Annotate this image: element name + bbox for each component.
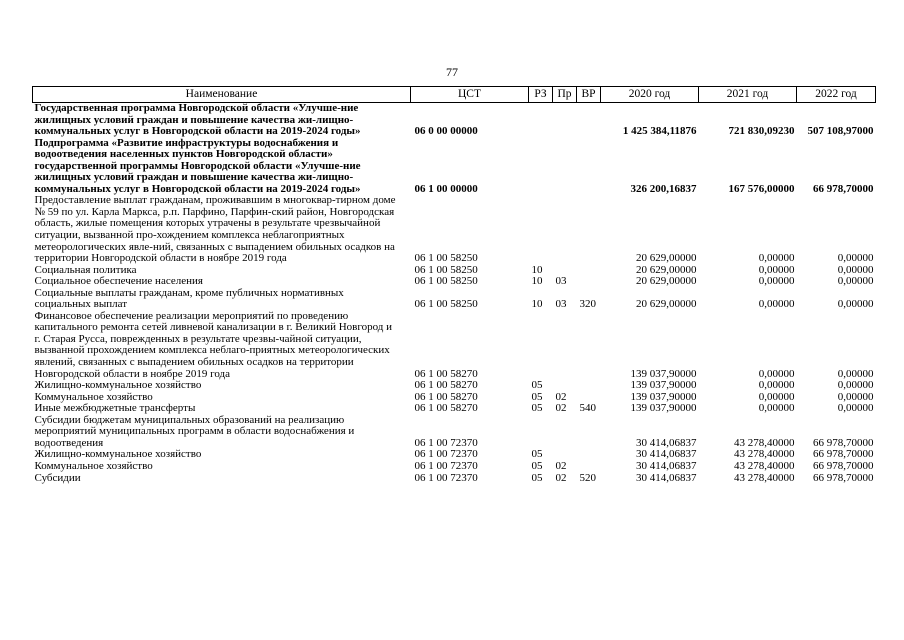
cell-pr: 03 bbox=[555, 275, 567, 288]
table-row bbox=[33, 103, 876, 138]
cell-cst: 06 0 00 00000 bbox=[414, 125, 478, 138]
cell-2021: 0,00000 bbox=[758, 298, 795, 311]
cell-vr bbox=[577, 276, 601, 288]
header-vr: ВР bbox=[577, 87, 601, 103]
cell-2022: 507 108,97000 bbox=[807, 125, 874, 138]
cell-rz: 10 bbox=[531, 275, 543, 288]
cell-2021: 0,00000 bbox=[758, 252, 795, 265]
table-row bbox=[33, 415, 876, 450]
cell-cst: 06 1 00 58270 bbox=[414, 367, 478, 380]
cell-name: Иные межбюджетные трансферты bbox=[34, 402, 196, 415]
header-cst: ЦСТ bbox=[411, 87, 529, 103]
cell-pr bbox=[553, 103, 577, 138]
cell-pr bbox=[553, 195, 577, 264]
header-pr: Пр bbox=[553, 87, 577, 103]
cell-2022: 0,00000 bbox=[837, 379, 874, 392]
cell-rz: 05 bbox=[531, 402, 543, 415]
cell-cst: 06 1 00 72370 bbox=[414, 459, 478, 472]
header-2020: 2020 год bbox=[601, 87, 699, 103]
cell-vr bbox=[577, 449, 601, 461]
cell-pr bbox=[553, 138, 577, 196]
cell-2020: 139 037,90000 bbox=[630, 402, 697, 415]
cell-name: Предоставление выплат гражданам, проживавшим в многоквар-тирном доме № 59 по ул. Карла Маркса, р.п. Парфино, Парфин-ский район, Новгородская область, жилые помещения которых утрачены в результате чрезвычайной ситуации, вызванной про-хождением комплекса неблагоприятных метеорологических явле-ний, связанных с выпадением обильных осадков на территории Новгородской области в ноябре 2019 года bbox=[34, 194, 396, 265]
cell-vr bbox=[577, 311, 601, 380]
cell-vr bbox=[577, 380, 601, 392]
cell-name: Социальное обеспечение населения bbox=[34, 275, 203, 288]
cell-vr bbox=[577, 461, 601, 473]
cell-cst: 06 1 00 72370 bbox=[414, 436, 478, 449]
cell-pr: 02 bbox=[555, 390, 567, 403]
table-row bbox=[33, 473, 876, 485]
cell-2021: 0,00000 bbox=[758, 390, 795, 403]
cell-2021: 0,00000 bbox=[758, 379, 795, 392]
table-row bbox=[33, 195, 876, 264]
cell-2022: 66 978,70000 bbox=[813, 471, 874, 484]
cell-pr bbox=[553, 311, 577, 380]
cell-vr bbox=[577, 415, 601, 450]
cell-2020: 1 425 384,11876 bbox=[622, 125, 697, 138]
header-rz: РЗ bbox=[529, 87, 553, 103]
cell-rz bbox=[529, 195, 553, 264]
cell-name: Субсидии бюджетам муниципальных образований на реализацию мероприятий муниципальных программ в области водоснабжения и водоотведения bbox=[34, 413, 355, 449]
header-2021: 2021 год bbox=[699, 87, 797, 103]
cell-name: Субсидии bbox=[34, 471, 81, 484]
table-row bbox=[33, 461, 876, 473]
cell-vr bbox=[577, 103, 601, 138]
cell-name: Государственная программа Новгородской области «Улучше-ние жилищных условий граждан и повышение качества жи-лищно-коммунальных услуг в Новгородской области на 2019-2024 годы» bbox=[34, 102, 361, 138]
cell-name: Коммунальное хозяйство bbox=[34, 459, 153, 472]
cell-vr bbox=[577, 265, 601, 277]
table-row bbox=[33, 311, 876, 380]
cell-pr: 02 bbox=[555, 471, 567, 484]
header-2022: 2022 год bbox=[797, 87, 876, 103]
cell-2020: 326 200,16837 bbox=[630, 182, 697, 195]
cell-cst: 06 1 00 58250 bbox=[414, 275, 478, 288]
cell-vr: 540 bbox=[579, 402, 596, 415]
cell-2021: 43 278,40000 bbox=[734, 459, 795, 472]
cell-pr bbox=[553, 380, 577, 392]
cell-2020: 30 414,06837 bbox=[636, 459, 697, 472]
cell-2021: 0,00000 bbox=[758, 367, 795, 380]
cell-2021: 167 576,00000 bbox=[728, 182, 795, 195]
cell-name: Финансовое обеспечение реализации мероприятий по проведению капитального ремонта сетей ливневой канализации в г. Великий Новгород и г. Старая Русса, поврежденных в результате чрезвы-чайной ситуации, вызванной прохождением комплекса неблаго-приятных метеорологических явлений, связанных с выпадением обильных осадков на территории Новгородской области в ноябре 2019 года bbox=[34, 309, 393, 380]
cell-vr: 520 bbox=[579, 471, 596, 484]
table-row bbox=[33, 138, 876, 196]
cell-2020: 30 414,06837 bbox=[636, 471, 697, 484]
cell-2022: 0,00000 bbox=[837, 402, 874, 415]
cell-2022: 66 978,70000 bbox=[813, 436, 874, 449]
cell-rz bbox=[529, 311, 553, 380]
cell-cst: 06 1 00 72370 bbox=[414, 471, 478, 484]
cell-rz: 05 bbox=[531, 471, 543, 484]
cell-cst: 06 1 00 58250 bbox=[414, 252, 478, 265]
cell-2020: 20 629,00000 bbox=[636, 252, 697, 265]
cell-2020: 20 629,00000 bbox=[636, 275, 697, 288]
cell-2022: 0,00000 bbox=[837, 367, 874, 380]
cell-cst: 06 1 00 72370 bbox=[414, 448, 478, 461]
cell-cst: 06 1 00 58250 bbox=[414, 263, 478, 276]
cell-name: Жилищно-коммунальное хозяйство bbox=[34, 448, 202, 461]
cell-name: Жилищно-коммунальное хозяйство bbox=[34, 379, 202, 392]
header-name: Наименование bbox=[33, 87, 411, 103]
cell-vr: 320 bbox=[579, 298, 596, 311]
cell-rz bbox=[529, 138, 553, 196]
cell-rz: 05 bbox=[531, 459, 543, 472]
cell-2021: 43 278,40000 bbox=[734, 448, 795, 461]
cell-2022: 66 978,70000 bbox=[813, 182, 874, 195]
cell-2021: 0,00000 bbox=[758, 402, 795, 415]
cell-2022: 0,00000 bbox=[837, 263, 874, 276]
cell-2022: 0,00000 bbox=[837, 390, 874, 403]
cell-2020: 139 037,90000 bbox=[630, 367, 697, 380]
cell-name: Коммунальное хозяйство bbox=[34, 390, 153, 403]
cell-2020: 30 414,06837 bbox=[636, 436, 697, 449]
cell-2022: 66 978,70000 bbox=[813, 448, 874, 461]
cell-2021: 43 278,40000 bbox=[734, 471, 795, 484]
cell-rz bbox=[529, 103, 553, 138]
cell-vr bbox=[577, 195, 601, 264]
cell-2022: 0,00000 bbox=[837, 275, 874, 288]
cell-pr: 02 bbox=[555, 402, 567, 415]
cell-cst: 06 1 00 58270 bbox=[414, 390, 478, 403]
cell-name: Подпрограмма «Развитие инфраструктуры водоснабжения и водоотведения населенных пунктов Новгородской области» государственной программы Новгородской области «Улучше-ние жилищных условий граждан и повышение качества жи-лищно-коммунальных услуг в Новгородской области на 2019-2024 годы» bbox=[34, 136, 361, 195]
cell-cst: 06 1 00 00000 bbox=[414, 182, 478, 195]
cell-2021: 0,00000 bbox=[758, 275, 795, 288]
table-body bbox=[33, 103, 876, 485]
table-header bbox=[33, 87, 876, 103]
cell-cst: 06 1 00 58270 bbox=[414, 402, 478, 415]
cell-rz: 10 bbox=[531, 298, 543, 311]
cell-2021: 721 830,09230 bbox=[728, 125, 795, 138]
cell-pr: 03 bbox=[555, 298, 567, 311]
budget-table bbox=[32, 86, 876, 484]
table-row bbox=[33, 380, 876, 392]
cell-name: Социальная политика bbox=[34, 263, 137, 276]
page-number: 77 bbox=[446, 65, 458, 79]
cell-2020: 20 629,00000 bbox=[636, 298, 697, 311]
cell-rz: 05 bbox=[531, 379, 543, 392]
cell-2022: 0,00000 bbox=[837, 252, 874, 265]
cell-name: Социальные выплаты гражданам, кроме публичных нормативных социальных выплат bbox=[34, 286, 344, 311]
table-row bbox=[33, 288, 876, 311]
cell-pr: 02 bbox=[555, 459, 567, 472]
cell-2020: 139 037,90000 bbox=[630, 379, 697, 392]
cell-2020: 30 414,06837 bbox=[636, 448, 697, 461]
cell-2022: 0,00000 bbox=[837, 298, 874, 311]
cell-rz: 05 bbox=[531, 448, 543, 461]
cell-rz bbox=[529, 415, 553, 450]
cell-2020: 139 037,90000 bbox=[630, 390, 697, 403]
cell-2021: 0,00000 bbox=[758, 263, 795, 276]
cell-rz: 05 bbox=[531, 390, 543, 403]
cell-2020: 20 629,00000 bbox=[636, 263, 697, 276]
cell-vr bbox=[577, 138, 601, 196]
cell-cst: 06 1 00 58270 bbox=[414, 379, 478, 392]
cell-2022: 66 978,70000 bbox=[813, 459, 874, 472]
cell-pr bbox=[553, 415, 577, 450]
cell-cst: 06 1 00 58250 bbox=[414, 298, 478, 311]
cell-2021: 43 278,40000 bbox=[734, 436, 795, 449]
cell-rz: 10 bbox=[531, 263, 543, 276]
